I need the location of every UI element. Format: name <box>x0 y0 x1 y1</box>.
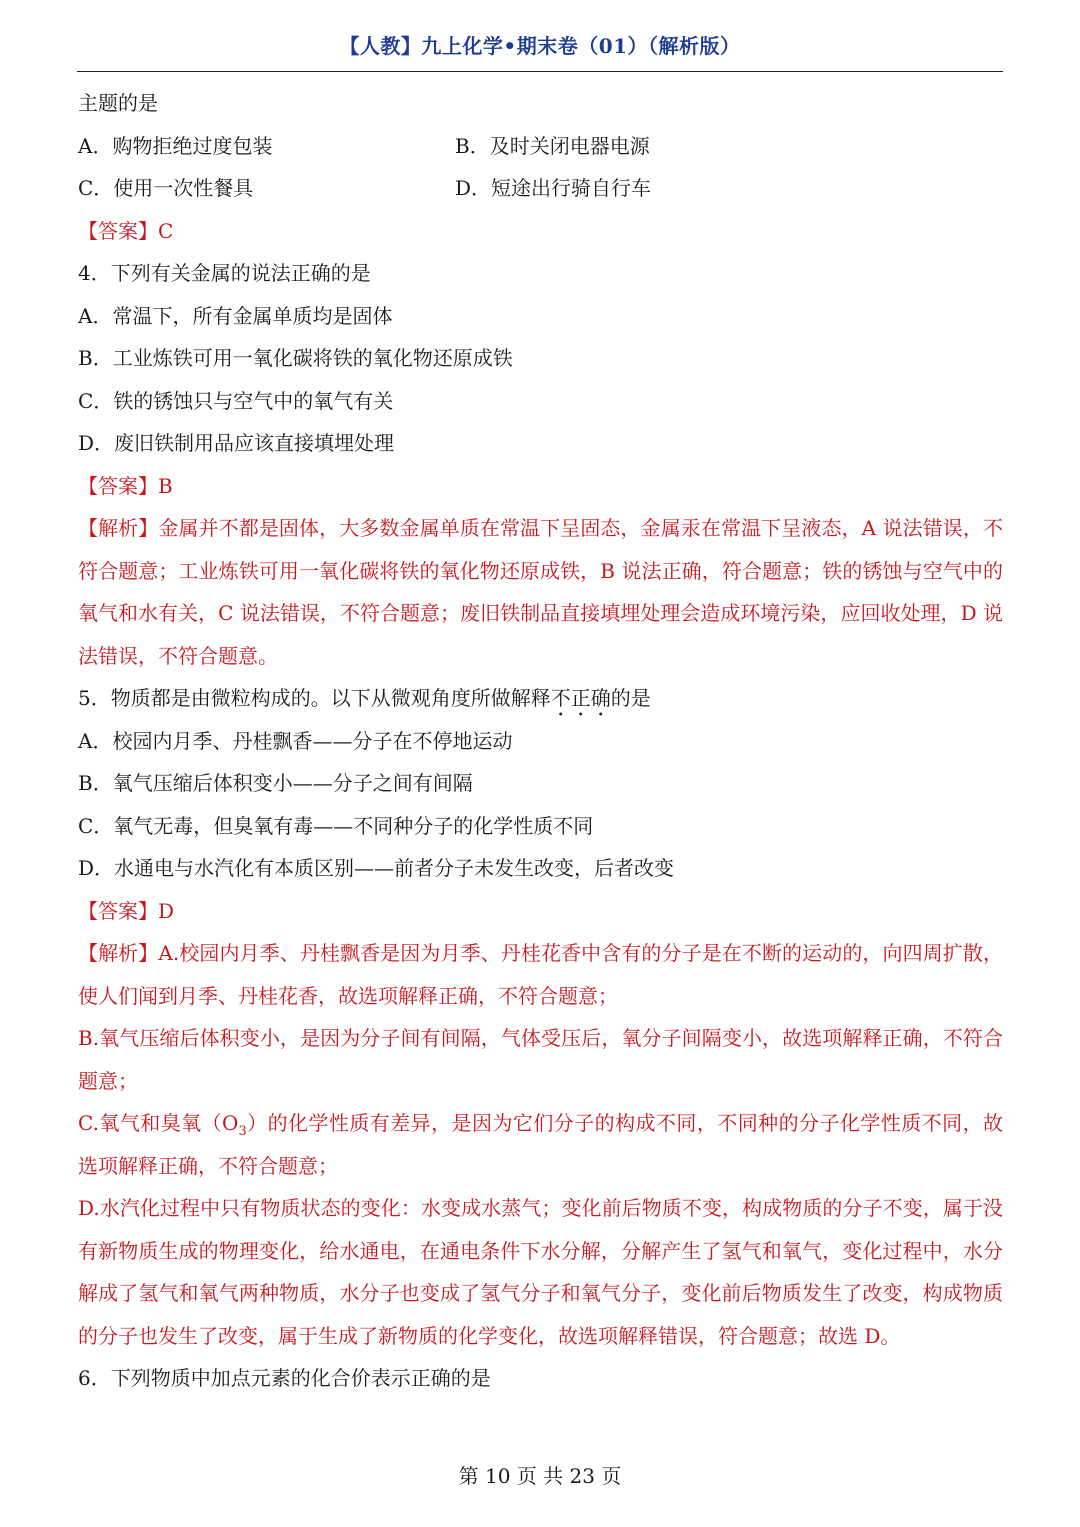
question-4-option-d: D．废旧铁制用品应该直接填埋处理 <box>78 431 395 455</box>
answer-tag: 【答案】 <box>78 898 158 923</box>
question-5-analysis-c <box>78 1102 1003 1187</box>
question-3-options-row-1 <box>78 125 1003 168</box>
question-5-stem-pre: 5．物质都是由微粒构成的。以下从微观角度所做解释 <box>78 686 551 710</box>
question-4-option-b: B．工业炼铁可用一氧化碳将铁的氧化物还原成铁 <box>78 346 513 370</box>
question-5-analysis-d: D.水汽化过程中只有物质状态的变化：水变成水蒸气；变化前后物质不变，构成物质的分子不变，属于没有新物质生成的物理变化，给水通电，在通电条件下水分解，分解产生了氢气和氧气，变化过程中，水分解成了氢气和氧气两种物质，水分子也变成了氢气分子和氧气分子，变化前后物质发生了改变，构成物质的分子也发生了改变，属于生成了新物质的化学变化，故选项解释错误，符合题意；故选 D。 <box>78 1196 1003 1348</box>
header-divider <box>77 71 1003 72</box>
question-5-option-a: A．校园内月季、丹桂飘香——分子在不停地运动 <box>78 728 513 753</box>
question-5-analysis-a <box>78 932 1003 1017</box>
question-6-stem: 6．下列物质中加点元素的化合价表示正确的是 <box>78 1366 491 1390</box>
answer-value: B <box>158 473 173 498</box>
question-3-option-c: C．使用一次性餐具 <box>78 176 254 200</box>
analysis-tag: 【解析】 <box>78 516 159 540</box>
analysis-text: 金属并不都是固体，大多数金属单质在常温下呈固态，金属汞在常温下呈液态，A 说法错误，不符合题意；工业炼铁可用一氧化碳将铁的氧化物还原成铁，B 说法正确，符合题意；铁的锈蚀与空气中的氧气和水有关，C 说法错误，不符合题意；废旧铁制品直接填埋处理会造成环境污染，应回收处理，D 说法错误，不符合题意。 <box>78 516 1003 668</box>
question-3-option-d: D．短途出行骑自行车 <box>455 176 652 200</box>
page-header-title: 【人教】九上化学•期末卷（01）（解析版） <box>339 34 741 58</box>
question-3-answer <box>78 210 1003 253</box>
question-4-answer <box>78 465 1003 508</box>
analysis-text-c-pre: C.氧气和臭氧（O <box>78 1111 239 1135</box>
question-4-analysis <box>78 507 1003 677</box>
question-5-option-c: C．氧气无毒，但臭氧有毒——不同种分子的化学性质不同 <box>78 813 594 838</box>
answer-tag: 【答案】 <box>78 218 158 243</box>
question-5-stem-emphasis: 不正确 <box>550 686 611 710</box>
answer-tag: 【答案】 <box>78 473 158 498</box>
question-3-stem-tail: 主题的是 <box>78 91 158 115</box>
question-5-answer <box>78 890 1003 933</box>
analysis-tag: 【解析】 <box>78 941 159 965</box>
question-5-option-b: B．氧气压缩后体积变小——分子之间有间隔 <box>78 771 473 795</box>
question-3-option-b: B．及时关闭电器电源 <box>455 133 650 158</box>
question-4-stem: 4．下列有关金属的说法正确的是 <box>78 261 371 285</box>
question-3-option-a: A．购物拒绝过度包装 <box>78 133 273 158</box>
question-4-option-a: A．常温下，所有金属单质均是固体 <box>78 303 393 328</box>
ozone-subscript: 3 <box>238 1124 247 1139</box>
analysis-text-a: A.校园内月季、丹桂飘香是因为月季、丹桂花香中含有的分子是在不断的运动的，向四周扩散，使人们闻到月季、丹桂花香，故选项解释正确，不符合题意； <box>78 941 1003 1008</box>
question-5-stem-post: 的是 <box>610 686 651 710</box>
answer-value: C <box>158 218 174 243</box>
page-content <box>78 82 1003 1400</box>
question-4-option-c: C．铁的锈蚀只与空气中的氧气有关 <box>78 388 394 413</box>
question-3-options-row-2 <box>78 167 1003 210</box>
analysis-text-c-post: ）的化学性质有差异，是因为它们分子的构成不同，不同种的分子化学性质不同，故选项解释正确，不符合题意； <box>78 1111 1004 1178</box>
page-footer-number: 第 10 页 共 23 页 <box>458 1464 622 1488</box>
answer-value: D <box>158 898 175 923</box>
question-5-stem <box>78 677 1003 720</box>
question-5-analysis-b: B.氧气压缩后体积变小，是因为分子间有间隔，气体受压后，氧分子间隔变小，故选项解释正确，不符合题意； <box>78 1026 1003 1093</box>
question-5-option-d: D．水通电与水汽化有本质区别——前者分子未发生改变，后者改变 <box>78 856 675 880</box>
